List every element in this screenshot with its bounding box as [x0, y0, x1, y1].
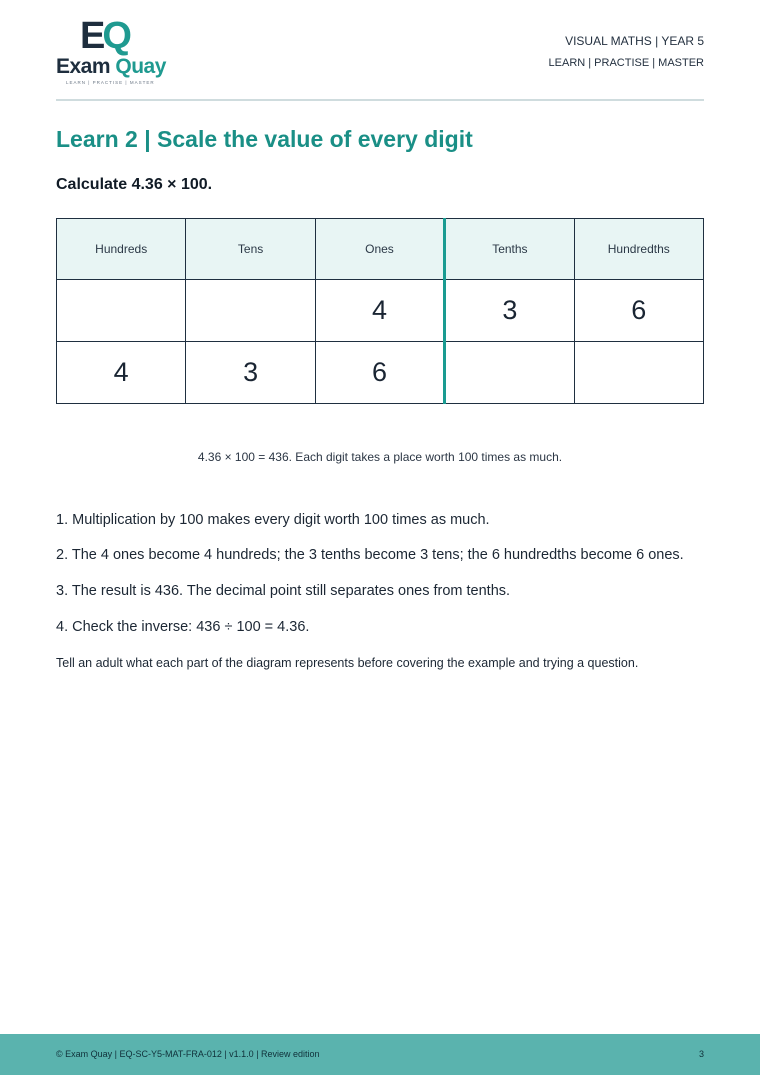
- cell-tenths: [445, 342, 574, 404]
- cell-hundredths: 6: [574, 280, 703, 342]
- logo-name-exam: Exam: [56, 55, 116, 78]
- diagram-caption: 4.36 × 100 = 436. Each digit takes a place worth 100 times as much.: [197, 450, 563, 464]
- table-row-result: [57, 342, 704, 404]
- cell-tens: [186, 280, 315, 342]
- header-tenths: Tenths: [445, 219, 574, 280]
- page-title: Learn 2 | Scale the value of every digit: [56, 126, 473, 152]
- header-ones: Ones: [315, 219, 444, 280]
- step-1: 1. Multiplication by 100 makes every digit worth 100 times as much.: [56, 512, 490, 528]
- cell-tenths: 3: [445, 280, 574, 342]
- table-row-original: [57, 280, 704, 342]
- place-value-header-row: [57, 219, 704, 280]
- cell-hundreds: [57, 280, 186, 342]
- place-value-table: [56, 218, 704, 404]
- logo-mark-q: Q: [102, 15, 129, 57]
- adult-guidance-note: Tell an adult what each part of the diagram represents before covering the example and trying a question.: [56, 656, 639, 670]
- header-hundredths: Hundredths: [574, 219, 703, 280]
- header-hundreds: Hundreds: [57, 219, 186, 280]
- cell-hundreds: 4: [57, 342, 186, 404]
- logo-name-quay: Quay: [115, 55, 166, 78]
- step-4: 4. Check the inverse: 436 ÷ 100 = 4.36.: [56, 619, 310, 635]
- exam-quay-logo: [54, 16, 172, 86]
- footer-text: © Exam Quay | EQ-SC-Y5-MAT-FRA-012 | v1.1.0 | Review edition: [56, 1049, 320, 1059]
- page-footer: [0, 1034, 760, 1075]
- logo-mark: [80, 16, 129, 56]
- cell-ones: 6: [315, 342, 444, 404]
- header-divider: [56, 99, 704, 101]
- step-2: 2. The 4 ones become 4 hundreds; the 3 tenths become 3 tens; the 6 hundredths become 6 ones.: [56, 547, 684, 563]
- logo-mark-e: E: [80, 15, 103, 57]
- header-nav: LEARN | PRACTISE | MASTER: [548, 57, 704, 69]
- header-tens: Tens: [186, 219, 315, 280]
- cell-hundredths: [574, 342, 703, 404]
- logo-tagline: LEARN | PRACTISE | MASTER: [66, 80, 155, 85]
- header-title: VISUAL MATHS | YEAR 5: [565, 34, 704, 48]
- logo-name: [56, 54, 166, 80]
- step-3: 3. The result is 436. The decimal point still separates ones from tenths.: [56, 583, 511, 599]
- page-number: 3: [698, 1049, 704, 1059]
- cell-ones: 4: [315, 280, 444, 342]
- question-text: Calculate 4.36 × 100.: [56, 176, 213, 193]
- cell-tens: 3: [186, 342, 315, 404]
